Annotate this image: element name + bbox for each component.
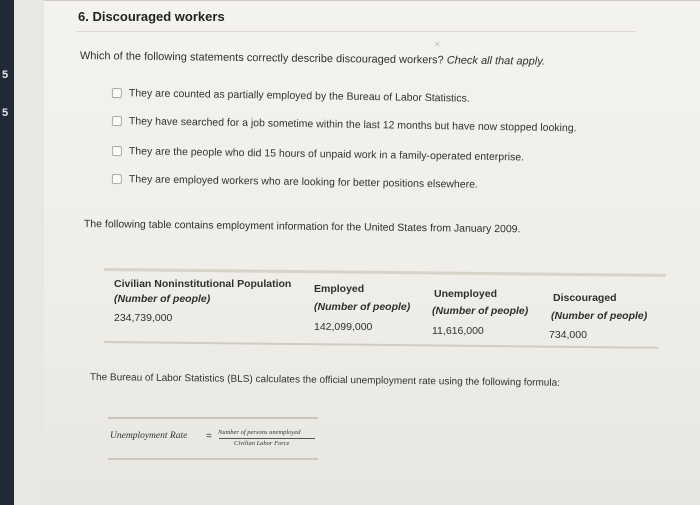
checkbox[interactable] xyxy=(112,88,122,98)
option-label: They have searched for a job sometime within the last 12 months but have now stopped looking. xyxy=(128,115,577,135)
formula-equals: = xyxy=(206,431,212,442)
fraction-bar xyxy=(219,438,315,439)
value-discouraged: 734,000 xyxy=(549,329,587,341)
question-instruction: Check all that apply. xyxy=(446,54,546,68)
header-population: Civilian Noninstitutional Population xyxy=(114,278,292,290)
side-number: 5 xyxy=(2,107,9,119)
top-divider xyxy=(44,0,700,1)
cursor-mark: ✕ xyxy=(434,40,441,49)
header-unemployed-unit: (Number of people) xyxy=(432,305,529,317)
value-population: 234,739,000 xyxy=(114,312,173,324)
value-unemployed: 11,616,000 xyxy=(432,325,484,337)
checkbox[interactable] xyxy=(112,116,122,126)
formula-bottom-rule xyxy=(108,458,318,460)
formula-label: Unemployment Rate xyxy=(110,431,188,441)
formula-numerator: Number of persons unemployed xyxy=(218,429,301,436)
question-body: Which of the following statements correctly describe discouraged workers? xyxy=(79,50,444,67)
header-population-unit: (Number of people) xyxy=(114,293,211,305)
header-unemployed: Unemployed xyxy=(434,288,498,300)
left-panel-edge xyxy=(0,0,14,505)
section-title: 6. Discouraged workers xyxy=(78,9,225,24)
table-intro: The following table contains employment information for the United States from January 2009. xyxy=(83,218,521,236)
formula-intro: The Bureau of Labor Statistics (BLS) calculates the official unemployment rate using the following formula: xyxy=(89,372,561,389)
option-label: They are counted as partially employed by the Bureau of Labor Statistics. xyxy=(128,87,470,105)
checkbox[interactable] xyxy=(112,146,122,156)
option-label: They are the people who did 15 hours of unpaid work in a family-operated enterprise. xyxy=(128,145,525,164)
header-discouraged-unit: (Number of people) xyxy=(551,310,648,322)
checkbox[interactable] xyxy=(112,174,122,184)
formula-top-rule xyxy=(108,417,318,419)
content-sheet xyxy=(44,0,700,505)
header-employed-unit: (Number of people) xyxy=(314,301,411,313)
formula-denominator: Civilian Labor Force xyxy=(234,440,290,447)
title-divider xyxy=(76,31,636,32)
value-employed: 142,099,000 xyxy=(314,321,373,333)
header-employed: Employed xyxy=(314,283,365,295)
option-label: They are employed workers who are looking for better positions elsewhere. xyxy=(128,173,478,191)
side-number: 5 xyxy=(2,69,9,81)
header-discouraged: Discouraged xyxy=(553,292,617,304)
